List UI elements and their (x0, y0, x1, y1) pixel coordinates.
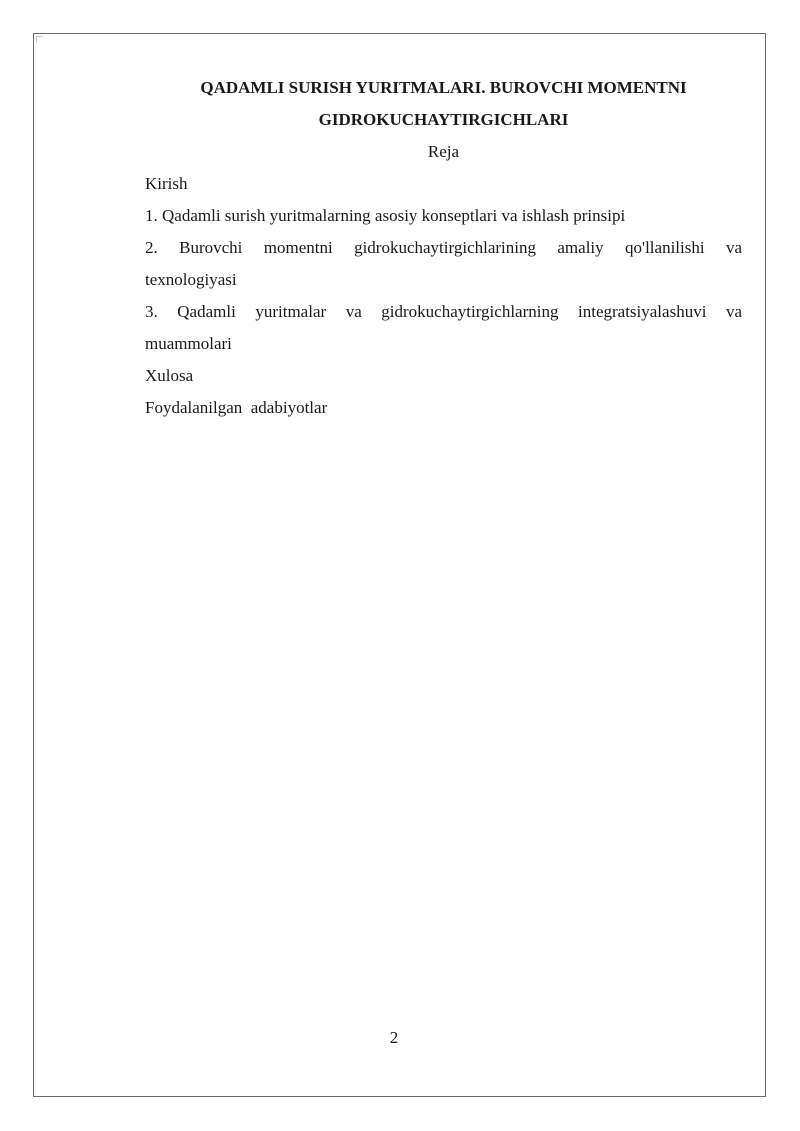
plan-item-3-line-2: muammolari (145, 334, 232, 353)
plan-item-conclusion: Xulosa (145, 366, 194, 385)
crop-mark (36, 36, 43, 43)
plan-item-3-line-1: 3. Qadamli yuritmalar va gidrokuchaytirgichlarning integratsiyalashuvi va (145, 302, 742, 321)
document-title-line-1: QADAMLI SURISH YURITMALARI. BUROVCHI MOMENTNI (200, 78, 687, 97)
plan-item-1: 1. Qadamli surish yuritmalarning asosiy konseptlari va ishlash prinsipi (145, 206, 626, 225)
plan-item-3 (145, 296, 742, 360)
plan-heading: Reja (427, 142, 460, 161)
plan-item-intro: Kirish (145, 174, 188, 193)
plan-item-references: Foydalanilgan adabiyotlar (145, 398, 328, 417)
plan-item-2 (145, 232, 742, 296)
document-title-line-2: GIDROKUCHAYTIRGICHLARI (318, 110, 569, 129)
plan-item-2-line-2: texnologiyasi (145, 270, 237, 289)
plan-item-2-line-1: 2. Burovchi momentni gidrokuchaytirgichlarining amaliy qo'llanilishi va (145, 238, 742, 257)
document-body (145, 72, 742, 424)
page-number: 2 (389, 1028, 399, 1047)
